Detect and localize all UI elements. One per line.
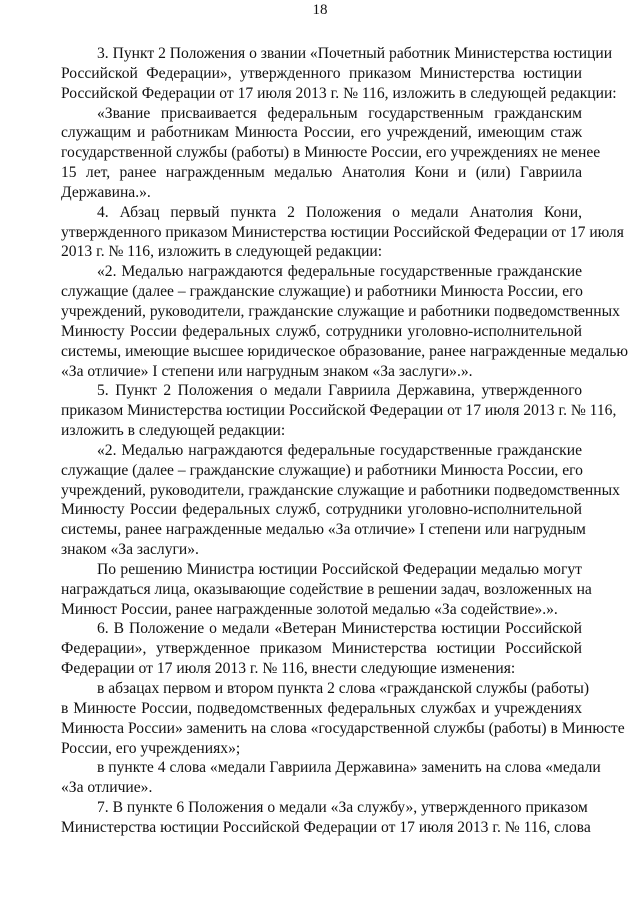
text-line: 15 лет, ранее награжденным медалью Анатолия Кони и (или) Гавриила [61,164,582,182]
document-body [61,44,628,838]
text-line: «Звание присваивается федеральным государственным гражданским [97,104,582,122]
text-line: Минюсту России федеральных служб, сотрудники уголовно-исполнительной [61,501,582,519]
text-line: награждаться лица, оказывающие содействие в решении задач, возложенных на [61,580,592,598]
text-line: Российской Федерации от 17 июля 2013 г. № 116, изложить в следующей редакции: [61,84,617,102]
page-number: 18 [312,2,328,18]
text-line: Федерации от 17 июля 2013 г. № 116, внести следующие изменения: [61,660,516,678]
text-line: Федерации», утвержденное приказом Министерства юстиции Российской [61,640,582,658]
text-line: служащие (далее – гражданские служащие) и работники Минюста России, его [61,461,583,479]
text-line: знаком «За заслуги». [61,541,199,559]
text-line: «2. Медалью награждаются федеральные государственные гражданские [97,263,582,281]
paragraph [61,262,628,381]
text-line: системы, ранее награжденные медалью «За отличие» I степени или нагрудным [61,521,586,539]
text-line: учреждений, руководители, гражданские служащие и работники подведомственных [61,481,620,499]
text-line: «2. Медалью награждаются федеральные государственные гражданские [97,441,582,459]
text-line: «За отличие». [61,779,153,797]
paragraph [61,560,592,620]
text-line: системы, имеющие высшее юридическое образование, ранее награжденные медалью [61,342,628,360]
text-line: 6. В Положение о медали «Ветеран Министерства юстиции Российской [97,620,582,638]
paragraph [61,441,620,560]
text-line: в абзацах первом и втором пункта 2 слова «гражданской службы (работы) [97,680,590,697]
text-line: России, его учреждениях»; [61,739,241,757]
text-line: По решению Министра юстиции Российской Федерации медалью могут [97,560,582,578]
text-line: 3. Пункт 2 Положения о звании «Почетный работник Министерства юстиции [97,45,613,62]
text-line: 4. Абзац первый пункта 2 Положения о медали Анатолия Кони, [97,203,582,221]
text-line: Минюста России» заменить на слова «государственной службы (работы) в Минюсте [61,719,625,737]
text-line: Минюст России, ранее награжденные золотой медалью «За содействие».». [61,600,558,618]
paragraph [61,619,582,679]
text-line: Державина.». [61,183,151,201]
text-line: Российской Федерации», утвержденного приказом Министерства юстиции [61,64,582,82]
text-line: служащие (далее – гражданские служащие) и работники Минюста России, его [61,283,583,301]
text-line: в пункте 4 слова «медали Гавриила Державина» заменить на слова «медали [97,759,601,777]
text-line: в Минюсте России, подведомственных федеральных службах и учреждениях [61,699,582,717]
text-line: государственной службы (работы) в Минюсте России, его учреждениях не менее [61,144,601,162]
text-line: 5. Пункт 2 Положения о медали Гавриила Державина, утвержденного [97,382,582,400]
text-line: приказом Министерства юстиции Российской Федерации от 17 июля 2013 г. № 116, [61,402,617,420]
text-line: служащим и работникам Минюста России, его учреждений, имеющим стаж [61,124,582,142]
text-line: «За отличие» I степени или нагрудным знаком «За заслуги».». [61,362,473,380]
paragraph [61,104,601,203]
paragraph [61,679,625,758]
text-line: учреждений, руководители, гражданские служащие и работники подведомственных [61,302,620,320]
text-line: Минюсту России федеральных служб, сотрудники уголовно-исполнительной [61,322,582,340]
text-line: 2013 г. № 116, изложить в следующей редакции: [61,243,383,261]
paragraph [61,203,624,263]
text-line: 7. В пункте 6 Положения о медали «За службу», утвержденного приказом [97,799,588,817]
paragraph [61,798,591,838]
paragraph [61,758,601,798]
text-line: изложить в следующей редакции: [61,422,286,440]
paragraph [61,44,617,104]
paragraph [61,381,617,441]
text-line: утвержденного приказом Министерства юстиции Российской Федерации от 17 июля [61,223,624,241]
text-line: Министерства юстиции Российской Федерации от 17 июля 2013 г. № 116, слова [61,818,591,836]
